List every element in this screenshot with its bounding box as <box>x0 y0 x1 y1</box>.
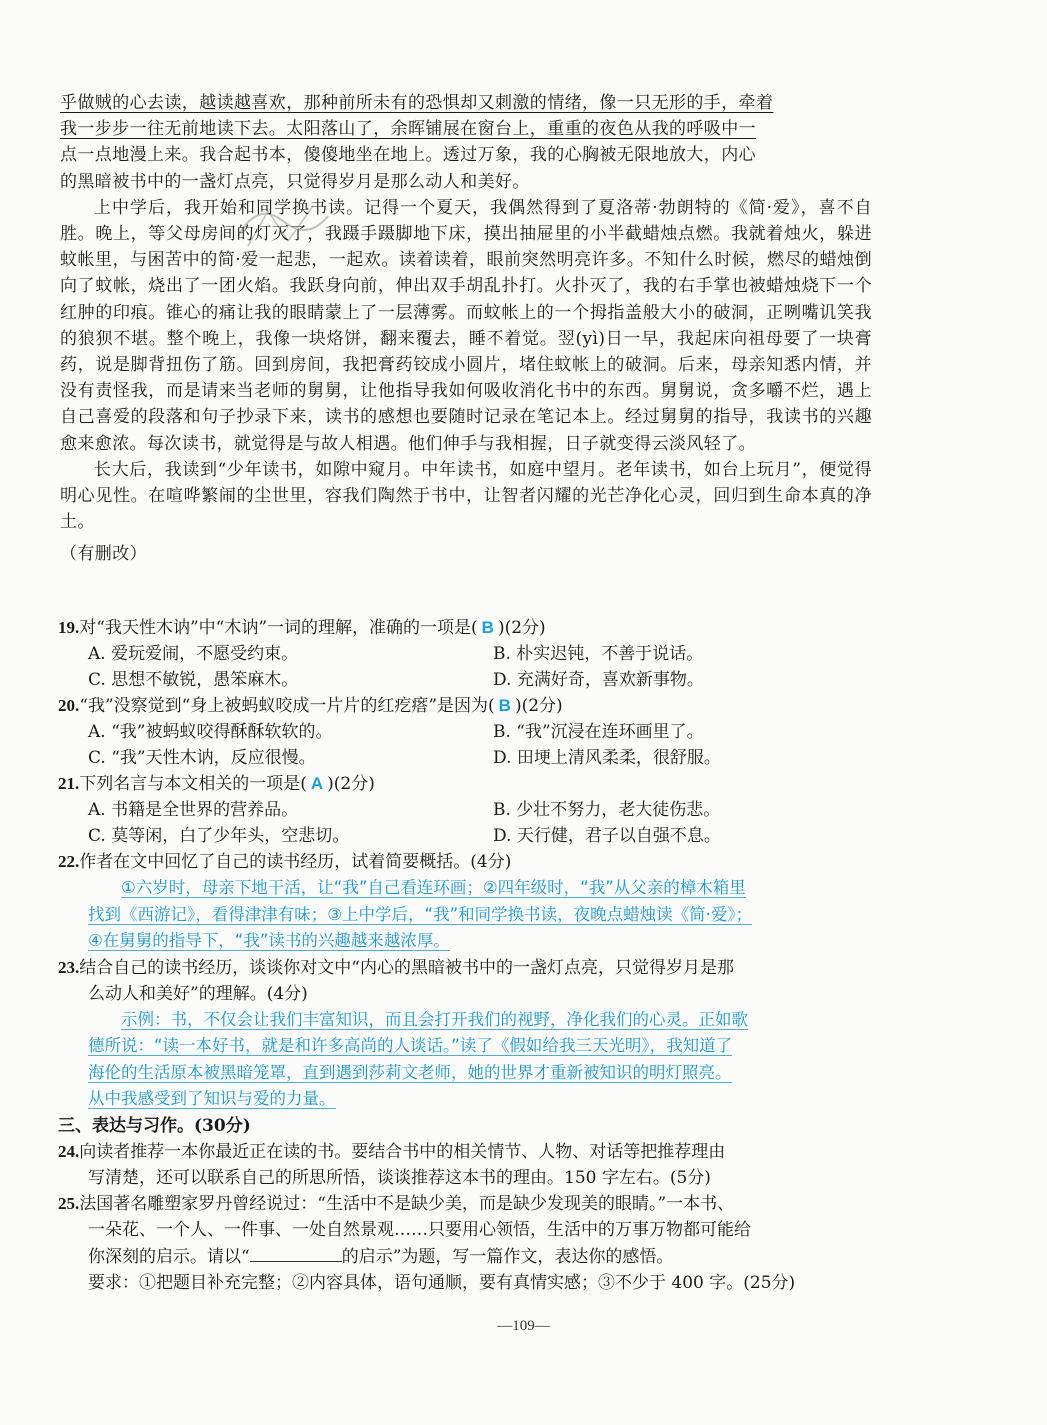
option-c: C. 莫等闲，白了少年头，空悲切。 <box>88 826 350 846</box>
questions-section: 19.对“我天性木讷”中“木讷”一词的理解，准确的一项是( B )(2分) A. 爱玩爱闹，不愿受约束。 B. 朴实迟钝，不善于说话。 C. 思想不敏锐，愚笨麻木。 D. 充满好奇，喜欢新事物。 20.“我”没察觉到“身上被蚂蚁咬成一片片的红疙瘩”是因为( B )(2分) A. “我”被蚂蚁咬得酥酥软软的。 B. “我”沉浸在连环画里了。 C. “我”天性木讷，反应很慢。 D. 田埂上清风柔柔，很舒服。 21.下列名言与本文相关的一项是( A )(2分) A. 书籍是全世界的营养品。 B. 少壮不努力，老大徒伤悲。 C. 莫等闲，白了少年头，空悲切。 D. 天行健，君子以自强不息。 22.作者在文中回忆了自己的读书经历，试着简要概括。(4分) ①六岁时，母亲下地干活，让“我”自己看连环画；②四年级时，“我”从父亲的樟木箱里 找到《西游记》，看得津津有味；③上中学后，“我”和同学换书读，夜晚点蜡烛读《简·爱》； ④在舅舅的指导下，“我”读书的兴趣越来越浓厚。 23.结合自己的读书经历，谈谈你对文中“内心的黑暗被书中的一盏灯点亮，只觉得岁月是那 么动人和美好”的理解。(4分) 示例：书，不仅会让我们丰富知识，而且会打开我们的视野，净化我们的心灵。正如歌 德所说：“读一本好书，就是和许多高尚的人谈话。”读了《假如给我三天光明》，我知道了 海伦的生活原本被黑暗笼罩，直到遇到莎莉文老师，她的世界才重新被知识的明灯照亮。 从中我感受到了知识与爱的力量。 三、表达与习作。(30分) 24.向读者推荐一本你最近正在读的书。要结合书中的相关情节、人物、对话等把推荐理由 写清楚，还可以联系自己的所思所悟，谈谈推荐这本书的理由。150 字左右。(5分) 25.法国著名雕塑家罗丹曾经说过：“生活中不是缺少美，而是缺少发现美的眼睛。”一本书、 一朵花、一个人、一件事、一处自然景观……只要用心领悟，生活中的万事万物都可能给 你深刻的启示。请以“ 的启示”为题，写一篇作文，表达你的感悟。 要求：①把题目补充完整；②内容具体，语句通顺，要有真情实感；③不少于 400 字。(25分) <box>58 615 878 1296</box>
answer-22: ①六岁时，母亲下地干活，让“我”自己看连环画；②四年级时，“我”从父亲的樟木箱里 找到《西游记》，看得津津有味；③上中学后，“我”和同学换书读，夜晚点蜡烛读《简·爱》； ④在舅舅的指导下，“我”读书的兴趣越来越浓厚。 <box>88 878 753 950</box>
title-blank <box>250 1243 342 1262</box>
answer-23: 示例：书，不仅会让我们丰富知识，而且会打开我们的视野，净化我们的心灵。正如歌 德所说：“读一本好书，就是和许多高尚的人谈话。”读了《假如给我三天光明》，我知道了 海伦的生活原本被黑暗笼罩，直到遇到莎莉文老师，她的世界才重新被知识的明灯照亮。 从中我感受到了知识与爱的力量。 <box>88 1009 748 1108</box>
option-b: B. 朴实迟钝，不善于说话。 <box>493 644 704 664</box>
answer-21: A <box>310 774 324 793</box>
passage-line: 乎做贼的心去读，越读越喜欢，那种前所未有的恐惧却又刺激的情绪，像一只无形的手，牵着 <box>60 93 774 113</box>
option-c: C. “我”天性木讷，反应很慢。 <box>88 748 316 768</box>
question-23: 23.结合自己的读书经历，谈谈你对文中“内心的黑暗被书中的一盏灯点亮，只觉得岁月是那 <box>58 957 734 978</box>
page-number: —109— <box>497 1318 550 1334</box>
question-19: 19.对“我天性木讷”中“木讷”一词的理解，准确的一项是( B )(2分) <box>58 618 546 638</box>
passage-paragraph-2: 上中学后，我开始和同学换书读。记得一个夏天，我偶然得到了夏洛蒂·勃朗特的《简·爱》，喜不自胜。晚上，等父母房间的灯灭了，我蹑手蹑脚地下床，摸出抽屉里的小半截蜡烛点燃。我就着烛火，躲进蚊帐里，与困苦中的简·爱一起悲，一起欢。读着读着，眼前突然明亮许多。不知什么时候，燃尽的蜡烛倒向了蚊帐，烧出了一团火焰。我跃身向前，伸出双手胡乱扑打。火扑灭了，我的右手掌也被蜡烛烧下一个红肿的印痕。锥心的痛让我的眼睛蒙上了一层薄雾。而蚊帐上的一个拇指盖般大小的破洞，正咧嘴讥笑我的狼狈不堪。整个晚上，我像一块烙饼，翻来覆去，睡不着觉。翌(yì)日一早，我起床向祖母要了一块膏药，说是脚背扭伤了筋。回到房间，我把膏药铰成小圆片，堵住蚊帐上的破洞。后来，母亲知悉内情，并没有责怪我，而是请来当老师的舅舅，让他指导我如何吸收消化书中的东西。舅舅说，贪多嚼不烂，遇上自己喜爱的段落和句子抄录下来，读书的感想也要随时记录在笔记本上。经过舅舅的指导，我读书的兴趣愈来愈浓。每次读书，就觉得是与故人相遇。他们伸手与我相握，日子就变得云淡风轻了。 <box>60 197 872 454</box>
answer-19: B <box>481 618 494 637</box>
question-22: 22.作者在文中回忆了自己的读书经历，试着简要概括。(4分) <box>58 852 512 872</box>
option-c: C. 思想不敏锐，愚笨麻木。 <box>88 670 299 690</box>
option-d: D. 田埂上清风柔柔，很舒服。 <box>493 748 721 768</box>
passage-paragraph-3: 长大后，我读到“少年读书，如隙中窥月。中年读书，如庭中望月。老年读书，如台上玩月”，便觉得明心见性。在喧哗繁闹的尘世里，容我们陶然于书中，让智者闪耀的光芒净化心灵，回归到生命本真的净土。 <box>60 459 872 533</box>
passage-line: 的黑暗被书中的一盏灯点亮，只觉得岁月是那么动人和美好。 <box>60 171 530 192</box>
options-20 <box>58 719 878 771</box>
option-a: A. “我”被蚂蚁咬得酥酥软软的。 <box>88 722 333 742</box>
section-heading: 三、表达与习作。(30分) <box>58 1115 251 1136</box>
reading-passage <box>60 90 872 568</box>
question-21: 21.下列名言与本文相关的一项是( A )(2分) <box>58 774 375 794</box>
option-d: D. 充满好奇，喜欢新事物。 <box>493 670 704 690</box>
options-21 <box>58 797 878 849</box>
option-b: B. “我”沉浸在连环画里了。 <box>493 722 704 742</box>
question-24: 24.向读者推荐一本你最近正在读的书。要结合书中的相关情节、人物、对话等把推荐理由 <box>58 1141 726 1162</box>
answer-20: B <box>498 696 511 715</box>
source-note: （有删改） <box>60 544 147 565</box>
option-d: D. 天行健，君子以自强不息。 <box>493 826 721 846</box>
question-20: 20.“我”没察觉到“身上被蚂蚁咬成一片片的红疙瘩”是因为( B )(2分) <box>58 696 563 716</box>
options-19 <box>58 641 878 693</box>
requirements: 要求：①把题目补充完整；②内容具体，语句通顺，要有真情实感；③不少于 400 字。(25分) <box>88 1272 796 1293</box>
option-a: A. 书籍是全世界的营养品。 <box>88 800 299 820</box>
title-prompt-line: 你深刻的启示。请以“ 的启示”为题，写一篇作文，表达你的感悟。 <box>58 1243 878 1270</box>
question-25: 25.法国著名雕塑家罗丹曾经说过：“生活中不是缺少美，而是缺少发现美的眼睛。”一本书、 <box>58 1193 735 1214</box>
option-b: B. 少壮不努力，老大徒伤悲。 <box>493 800 721 820</box>
option-a: A. 爱玩爱闹，不愿受约束。 <box>88 644 299 664</box>
passage-line: 点一点地漫上来。我合起书本，傻傻地坐在地上。透过万象，我的心胸被无限地放大，内心 <box>60 145 756 166</box>
passage-line: 我一步步一往无前地读下去。太阳落山了，余晖铺展在窗台上，重重的夜色从我的呼吸中一 <box>60 119 756 140</box>
